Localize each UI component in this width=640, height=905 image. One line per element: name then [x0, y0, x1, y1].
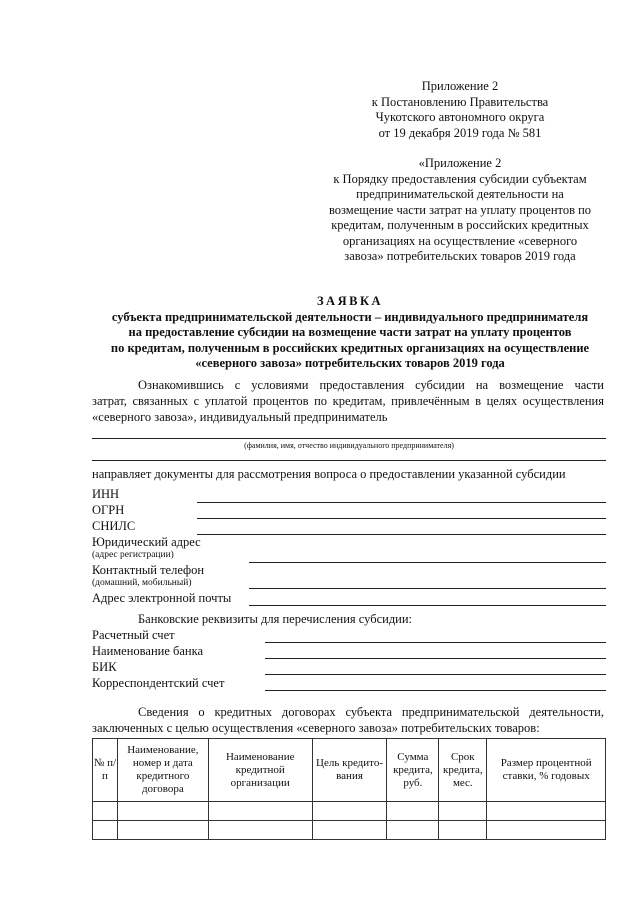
- table-cell[interactable]: [93, 821, 118, 840]
- bank-heading: Банковские реквизиты для перечисления субсидии:: [138, 612, 413, 626]
- appendix-line: организациях на осуществление «северного: [342, 233, 578, 248]
- table-row: [93, 821, 606, 840]
- inn-field[interactable]: [197, 502, 606, 503]
- table-cell[interactable]: [93, 802, 118, 821]
- phone-label: Контактный телефон: [92, 563, 205, 577]
- credit-info-line: заключенных с целью осуществления «северного завоза» потребительских товаров:: [92, 721, 540, 735]
- title-line: «северного завоза» потребительских товаров 2019 года: [195, 356, 505, 370]
- table-cell[interactable]: [487, 802, 606, 821]
- appendix-line: предпринимательской деятельности на: [356, 187, 564, 201]
- header-cell-number: № п/п: [93, 739, 118, 802]
- appendix-line: к Порядку предоставления субсидии субъектам: [333, 171, 587, 186]
- fio-line: [92, 438, 606, 439]
- table-cell[interactable]: [439, 821, 487, 840]
- appendix-line: возмещение части затрат на уплату процентов по: [328, 202, 592, 217]
- table-cell[interactable]: [312, 802, 387, 821]
- bank-name-field[interactable]: [265, 658, 606, 659]
- document-title: [60, 294, 640, 372]
- title-line: на предоставление субсидии на возмещение части затрат на уплату процентов: [128, 325, 572, 339]
- credits-table: [92, 738, 606, 840]
- appendix-line: кредитам, полученным в российских кредитных: [331, 218, 589, 232]
- table-cell[interactable]: [387, 821, 439, 840]
- table-row: [93, 802, 606, 821]
- header-cell-purpose: Цель кредито-вания: [312, 739, 387, 802]
- corr-account-field[interactable]: [265, 690, 606, 691]
- credit-info-paragraph: [92, 704, 604, 736]
- header-cell-term: Срок кредита, мес.: [439, 739, 487, 802]
- legal-address-label: Юридический адрес: [92, 535, 201, 549]
- bank-name-label: Наименование банка: [92, 644, 204, 658]
- phone-field[interactable]: [249, 588, 606, 589]
- email-field[interactable]: [249, 605, 606, 606]
- table-cell[interactable]: [208, 821, 312, 840]
- intro-line: «северного завоза», индивидуальный предприниматель: [92, 410, 388, 424]
- snils-label: СНИЛС: [92, 519, 136, 533]
- title-line: ЗАЯВКА: [316, 294, 384, 308]
- title-line: по кредитам, полученным в российских кредитных организациях на осуществление: [110, 340, 590, 355]
- appendix-line: Приложение 2: [421, 79, 499, 93]
- snils-field[interactable]: [197, 534, 606, 535]
- bik-label: БИК: [92, 660, 117, 674]
- intro-line: Ознакомившись с условиями предоставления субсидии на возмещение части: [138, 378, 604, 392]
- table-cell[interactable]: [117, 821, 208, 840]
- appendix-header: [300, 79, 620, 141]
- intro-paragraph: [92, 377, 604, 425]
- inn-label: ИНН: [92, 487, 120, 501]
- header-cell-bank: Наименование кредитной организации: [208, 739, 312, 802]
- corr-account-label: Корреспондентский счет: [92, 676, 225, 690]
- appendix-line: «Приложение 2: [418, 156, 502, 170]
- header-cell-contract: Наименование, номер и дата кредитного договора: [117, 739, 208, 802]
- table-cell[interactable]: [208, 802, 312, 821]
- account-label: Расчетный счет: [92, 628, 175, 642]
- email-label: Адрес электронной почты: [92, 591, 232, 605]
- appendix-line: завоза» потребительских товаров 2019 года: [344, 249, 576, 263]
- table-header-row: [93, 739, 606, 802]
- header-cell-amount: Сумма кредита, руб.: [387, 739, 439, 802]
- fio-line-2: [92, 460, 606, 461]
- appendix-line: Чукотского автономного округа: [375, 110, 545, 124]
- legal-address-field[interactable]: [249, 562, 606, 563]
- ogrn-label: ОГРН: [92, 503, 125, 517]
- appendix-line: от 19 декабря 2019 года № 581: [378, 125, 542, 140]
- table-cell[interactable]: [387, 802, 439, 821]
- phone-note: (домашний, мобильный): [92, 578, 192, 588]
- legal-address-note: (адрес регистрации): [92, 550, 174, 560]
- credit-info-line: Сведения о кредитных договорах субъекта предпринимательской деятельности,: [138, 705, 604, 719]
- intro-line: затрат, связанных с уплатой процентов по кредитам, привлечённым в целях осуществления: [92, 394, 604, 408]
- appendix-line: к Постановлению Правительства: [371, 94, 549, 109]
- table-cell[interactable]: [487, 821, 606, 840]
- order-appendix-header: [300, 156, 620, 265]
- table-cell[interactable]: [312, 821, 387, 840]
- account-field[interactable]: [265, 642, 606, 643]
- header-cell-rate: Размер процентной ставки, % годовых: [487, 739, 606, 802]
- sends-docs-text: направляет документы для рассмотрения вопроса о предоставлении указанной субсидии: [92, 467, 566, 481]
- bik-field[interactable]: [265, 674, 606, 675]
- title-line: субъекта предпринимательской деятельности – индивидуального предпринимателя: [111, 309, 589, 324]
- fio-caption: (фамилия, имя, отчество индивидуального предпринимателя): [244, 441, 454, 450]
- table-cell[interactable]: [439, 802, 487, 821]
- ogrn-field[interactable]: [197, 518, 606, 519]
- table-cell[interactable]: [117, 802, 208, 821]
